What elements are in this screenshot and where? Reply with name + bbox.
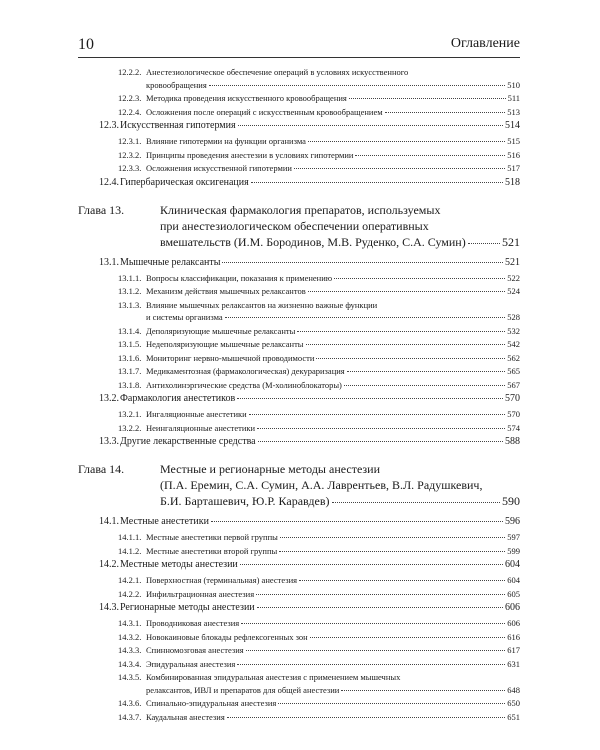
toc-entry-line [146, 79, 520, 92]
toc-entry-number: Глава 14. [78, 462, 125, 476]
toc-page-number: 518 [505, 176, 520, 188]
toc-entry-line [160, 477, 520, 493]
toc-entry-text: Антихолинэргические средства (М-холиноблокаторы) [146, 379, 342, 390]
toc-entry-chap[interactable] [0, 202, 520, 250]
toc-entry-number: 12.3. [99, 120, 119, 131]
toc-entry-sub[interactable] [0, 162, 520, 175]
toc-page-number: 562 [507, 352, 520, 363]
toc-entry-number: 12.2.2. [118, 67, 142, 77]
toc-entry-line [146, 162, 520, 175]
toc-entry-sub[interactable] [0, 588, 520, 601]
toc-entry-line [146, 365, 520, 378]
toc-entry-line [146, 545, 520, 558]
toc-entry-text: Инфильтрационная анестезия [146, 588, 255, 599]
dot-leader [297, 331, 505, 332]
toc-entry-sub[interactable] [0, 658, 520, 671]
toc-entry-sub[interactable] [0, 422, 520, 435]
toc-entry-text: Местные анестетики первой группы [146, 532, 278, 542]
toc-entry-number: 12.4. [99, 176, 119, 188]
toc-entry-line [146, 285, 520, 298]
dot-leader [240, 564, 503, 565]
toc-entry-sub[interactable] [0, 149, 520, 162]
toc-entry-line [160, 218, 520, 234]
toc-entry-line [146, 644, 520, 657]
toc-entry-sub[interactable] [0, 338, 520, 351]
dot-leader [246, 650, 506, 651]
toc-entry-sub[interactable] [0, 272, 520, 285]
dot-leader [316, 358, 505, 359]
toc-entry-line [146, 631, 520, 644]
toc-entry-text: Мониторинг нервно-мышечной проводимости [146, 352, 315, 363]
toc-entry-sub[interactable] [0, 66, 520, 91]
toc-entry-number: 14.3.4. [118, 658, 142, 669]
toc-entry-line [146, 697, 520, 710]
toc-entry-line [146, 658, 520, 671]
toc-entry-text: Неингаляционные анестетики [146, 422, 256, 433]
toc-entry-line [146, 66, 520, 79]
toc-entry-number: 14.2.1. [118, 575, 142, 585]
dot-leader [468, 243, 500, 244]
toc-entry-text: Другие лекарственные средства [120, 436, 256, 447]
toc-entry-text: (П.А. Еремин, С.А. Сумин, А.А. Лаврентьев, В.Л. Радушкевич, [160, 478, 483, 492]
toc-entry-text: Регионарные методы анестезии [120, 602, 255, 613]
toc-page-number: 517 [507, 163, 520, 173]
toc-entry-line [146, 338, 520, 351]
toc-entry-text: Анестезиологическое обеспечение операций в условиях искусственного [146, 67, 409, 77]
dot-leader [237, 664, 505, 665]
toc-page-number: 650 [507, 698, 520, 708]
toc-page-number: 522 [507, 272, 520, 283]
toc-entry-number: 14.3.2. [118, 631, 142, 642]
toc-entry-number: 14.2.2. [118, 588, 142, 599]
toc-entry-line [146, 352, 520, 365]
toc-page-number: 631 [507, 658, 520, 669]
toc-entry-number: 13.1.7. [118, 366, 142, 376]
dot-leader [299, 580, 505, 581]
toc-entry-text: вмешательств (И.М. Бородинов, М.В. Руденко, С.А. Сумин) [160, 234, 466, 249]
toc-entry-number: 13.1.6. [118, 352, 142, 363]
toc-entry-text: Вопросы классификации, показания к применению [146, 272, 333, 283]
toc-entry-text: Местные методы анестезии [120, 559, 238, 570]
toc-entry-text: Проводниковая анестезия [146, 618, 240, 628]
toc-entry-sub[interactable] [0, 408, 520, 421]
dot-leader [225, 317, 506, 318]
toc-entry-text: Осложнения искусственной гипотермии [146, 163, 292, 173]
toc-entry-line [160, 493, 520, 509]
toc-entry-sub[interactable] [0, 106, 520, 119]
toc-entry-text: Эпидуральная анестезия [146, 658, 236, 669]
dot-leader [332, 502, 501, 503]
toc-entry-text: Новокаиновые блокады рефлексогенных зон [146, 631, 308, 642]
toc-entry-number: 12.3.2. [118, 149, 142, 160]
toc-entry-sec[interactable] [0, 119, 520, 133]
toc-entry-number: 14.3.7. [118, 711, 142, 722]
toc-entry-text: Местные и регионарные методы анестезии [160, 462, 380, 476]
dot-leader [256, 594, 505, 595]
toc-entry-line [146, 574, 520, 587]
toc-page-number: 521 [502, 234, 520, 249]
running-header-title: Оглавление [450, 36, 520, 51]
toc-entry-number: 14.3.5. [118, 672, 142, 682]
toc-page-number: 510 [507, 79, 520, 90]
dot-leader [349, 98, 506, 99]
toc-page-number: 604 [505, 559, 520, 570]
toc-entry-text: Недеполяризующие мышечные релаксанты [146, 339, 304, 349]
toc-page-number: 606 [505, 602, 520, 613]
toc-entry-sub[interactable] [0, 697, 520, 710]
toc-entry-sec[interactable] [0, 435, 520, 449]
toc-entry-sub[interactable] [0, 92, 520, 105]
toc-entry-text: Гипербарическая оксигенация [120, 176, 249, 188]
toc-entry-sub[interactable] [0, 631, 520, 644]
dot-leader [334, 278, 505, 279]
toc-entry-text: релаксантов, ИВЛ и препаратов для общей анестезии [146, 684, 340, 695]
toc-entry-line [120, 119, 520, 133]
toc-entry-sub[interactable] [0, 671, 520, 696]
dot-leader [344, 385, 505, 386]
toc-entry-sub[interactable] [0, 545, 520, 558]
dot-leader [294, 168, 505, 169]
toc-page-number: 514 [505, 120, 520, 131]
toc-entry-number: 14.2. [99, 559, 119, 570]
toc-page-number: 513 [507, 106, 520, 117]
toc-entry-text: Комбинированная эпидуральная анестезия с применением мышечных [146, 672, 401, 682]
toc-entry-line [120, 256, 520, 270]
toc-entry-number: 13.2. [99, 393, 119, 404]
toc-entry-text: Механизм действия мышечных релаксантов [146, 286, 306, 296]
toc-page-number: 588 [505, 436, 520, 447]
toc-page-number: 651 [507, 711, 520, 722]
toc-entry-number: 13.1. [99, 256, 119, 268]
toc-entry-line [120, 392, 520, 406]
dot-leader [249, 414, 506, 415]
toc-entry-text: Искусственная гипотермия [120, 120, 236, 131]
toc-entry-sub[interactable] [0, 711, 520, 724]
toc-entry-line [120, 601, 520, 615]
toc-entry-line [146, 617, 520, 630]
toc-entry-number: 12.3.1. [118, 136, 142, 146]
toc-page-number: 574 [507, 422, 520, 433]
toc-page-number: 524 [507, 286, 520, 296]
dot-leader [258, 441, 503, 442]
toc-entry-text: Фармакология анестетиков [120, 393, 236, 404]
toc-entry-text: Мышечные релаксанты [120, 256, 221, 268]
toc-entry-line [146, 684, 520, 697]
toc-entry-text: Деполяризующие мышечные релаксанты [146, 325, 296, 336]
toc-entry-sec[interactable] [0, 558, 520, 572]
dot-leader [209, 85, 505, 86]
dot-leader [211, 521, 503, 522]
toc-page-number: 617 [507, 645, 520, 655]
dot-leader [227, 717, 506, 718]
toc-page-number: 570 [507, 409, 520, 419]
dot-leader [257, 428, 505, 429]
toc-page-number: 516 [507, 149, 520, 160]
toc-entry-number: 14.3. [99, 602, 119, 613]
toc-entry-number: 13.1.5. [118, 339, 142, 349]
dot-leader [278, 703, 505, 704]
toc-entry-number: 14.3.3. [118, 645, 142, 655]
dot-leader [306, 344, 506, 345]
toc-entry-number: 14.3.1. [118, 618, 142, 628]
dot-leader [241, 623, 505, 624]
toc-entry-line [146, 408, 520, 421]
dot-leader [279, 551, 505, 552]
toc-page-number: 590 [502, 494, 520, 508]
toc-entry-line [120, 558, 520, 572]
toc-entry-number: 14.1.2. [118, 545, 142, 556]
toc-entry-sub[interactable] [0, 617, 520, 630]
toc-entry-line [146, 149, 520, 162]
toc-entry-line [160, 234, 520, 250]
header-rule [78, 57, 520, 58]
toc-entry-line [146, 325, 520, 338]
toc-entry-number: 13.2.1. [118, 409, 142, 419]
toc-entry-number: 13.1.3. [118, 299, 142, 310]
toc-entry-text: Влияние гипотермии на функции организма [146, 136, 306, 146]
toc-entry-sec[interactable] [0, 256, 520, 270]
toc-page-number: 532 [507, 325, 520, 336]
toc-entry-text: кровообращения [146, 79, 207, 90]
toc-page-number: 521 [505, 256, 520, 268]
toc-entry-sub[interactable] [0, 644, 520, 657]
toc-entry-line [120, 435, 520, 449]
toc-entry-sec[interactable] [0, 392, 520, 406]
toc-entry-number: Глава 13. [78, 202, 125, 217]
toc-entry-line [146, 299, 520, 312]
toc-entry-sub[interactable] [0, 135, 520, 148]
dot-leader [308, 291, 506, 292]
toc-entry-number: 13.1.1. [118, 272, 142, 283]
toc-entry-line [146, 531, 520, 544]
dot-leader [347, 371, 506, 372]
dot-leader [257, 607, 503, 608]
toc-entry-text: Клиническая фармакология препаратов, используемых [160, 202, 441, 217]
toc-page-number: 596 [505, 516, 520, 527]
toc-entry-text: и системы организма [146, 312, 223, 322]
toc-page-number: 648 [507, 684, 520, 695]
toc-entry-number: 13.1.2. [118, 286, 142, 296]
toc-entry-line [146, 379, 520, 392]
toc-entry-text: Ингаляционные анестетики [146, 409, 247, 419]
toc-entry-line [120, 515, 520, 529]
toc-entry-sec[interactable] [0, 515, 520, 529]
toc-entry-line [146, 106, 520, 119]
toc-entry-number: 13.2.2. [118, 422, 142, 433]
toc-entry-text: Спинномозговая анестезия [146, 645, 244, 655]
toc-entry-line [146, 135, 520, 148]
toc-page-number: 515 [507, 136, 520, 146]
toc-entry-sub[interactable] [0, 574, 520, 587]
toc-entry-text: Местные анестетики [120, 516, 209, 527]
dot-leader [308, 141, 505, 142]
toc-entry-number: 13.1.8. [118, 379, 142, 390]
toc-entry-number: 14.3.6. [118, 698, 142, 708]
toc-page-number: 604 [507, 575, 520, 585]
toc-page-number: 565 [507, 366, 520, 376]
toc-entry-number: 13.1.4. [118, 325, 142, 336]
toc-entry-text: Спинально-эпидуральная анестезия [146, 698, 277, 708]
toc-entry-sub[interactable] [0, 325, 520, 338]
toc-entry-sec[interactable] [0, 601, 520, 615]
toc-entry-sub[interactable] [0, 379, 520, 392]
toc-entry-text: Осложнения после операций с искусственным кровообращением [146, 106, 383, 117]
toc-entry-text: Б.И. Барташевич, Ю.Р. Каравдев) [160, 494, 330, 508]
toc-entry-number: 14.1. [99, 516, 119, 527]
toc-entry-line [120, 176, 520, 190]
toc-entry-text: Поверхностная (терминальная) анестезия [146, 575, 298, 585]
toc-entry-text: Местные анестетики второй группы [146, 545, 278, 556]
toc-page-number: 606 [507, 618, 520, 628]
toc-entry-line [146, 92, 520, 105]
toc-entry-number: 12.3.3. [118, 163, 142, 173]
toc-entry-text: Принципы проведения анестезии в условиях гипотермии [146, 149, 354, 160]
toc-page-number: 605 [507, 588, 520, 599]
toc-entry-number: 12.2.4. [118, 106, 142, 117]
toc-entry-line [146, 272, 520, 285]
toc-entry-line [146, 711, 520, 724]
page-number: 10 [78, 36, 94, 53]
toc-entry-sub[interactable] [0, 299, 520, 324]
toc-entry-line [160, 202, 520, 218]
toc-entry-line [146, 311, 520, 324]
toc-entry-number: 12.2.3. [118, 93, 142, 103]
toc-entry-number: 13.3. [99, 436, 119, 447]
toc-entry-sub[interactable] [0, 365, 520, 378]
toc-page-number: 511 [507, 93, 520, 103]
toc-entry-text: Каудальная анестезия [146, 711, 225, 722]
dot-leader [237, 398, 503, 399]
toc-entry-line [146, 588, 520, 601]
dot-leader [238, 125, 503, 126]
toc-entry-chap[interactable] [0, 461, 520, 509]
dot-leader [251, 182, 503, 183]
toc-page-number: 597 [507, 532, 520, 542]
toc-entry-sub[interactable] [0, 352, 520, 365]
dot-leader [280, 537, 505, 538]
toc-entry-line [146, 671, 520, 684]
toc-entry-sub[interactable] [0, 285, 520, 298]
toc-page-number: 599 [507, 545, 520, 556]
toc-entry-line [160, 461, 520, 477]
toc-entry-text: Влияние мышечных релаксантов на жизненно важные функции [146, 299, 378, 310]
toc-page-number: 528 [507, 312, 520, 322]
dot-leader [341, 690, 505, 691]
toc-entry-line [146, 422, 520, 435]
toc-page-number: 616 [507, 631, 520, 642]
toc-entry-number: 14.1.1. [118, 532, 142, 542]
toc-page-number: 542 [507, 339, 520, 349]
toc-entry-text: Методика проведения искусственного кровообращения [146, 93, 347, 103]
toc-page-number: 567 [507, 379, 520, 390]
toc-page-number: 570 [505, 393, 520, 404]
toc-entry-text: при анестезиологическом обеспечении оперативных [160, 218, 429, 233]
dot-leader [222, 262, 503, 263]
dot-leader [385, 112, 506, 113]
toc-entry-sub[interactable] [0, 531, 520, 544]
dot-leader [355, 155, 505, 156]
dot-leader [310, 637, 506, 638]
toc-entry-text: Медикаментозная (фармакологическая) декураризация [146, 366, 345, 376]
toc-entry-sec[interactable] [0, 176, 520, 190]
